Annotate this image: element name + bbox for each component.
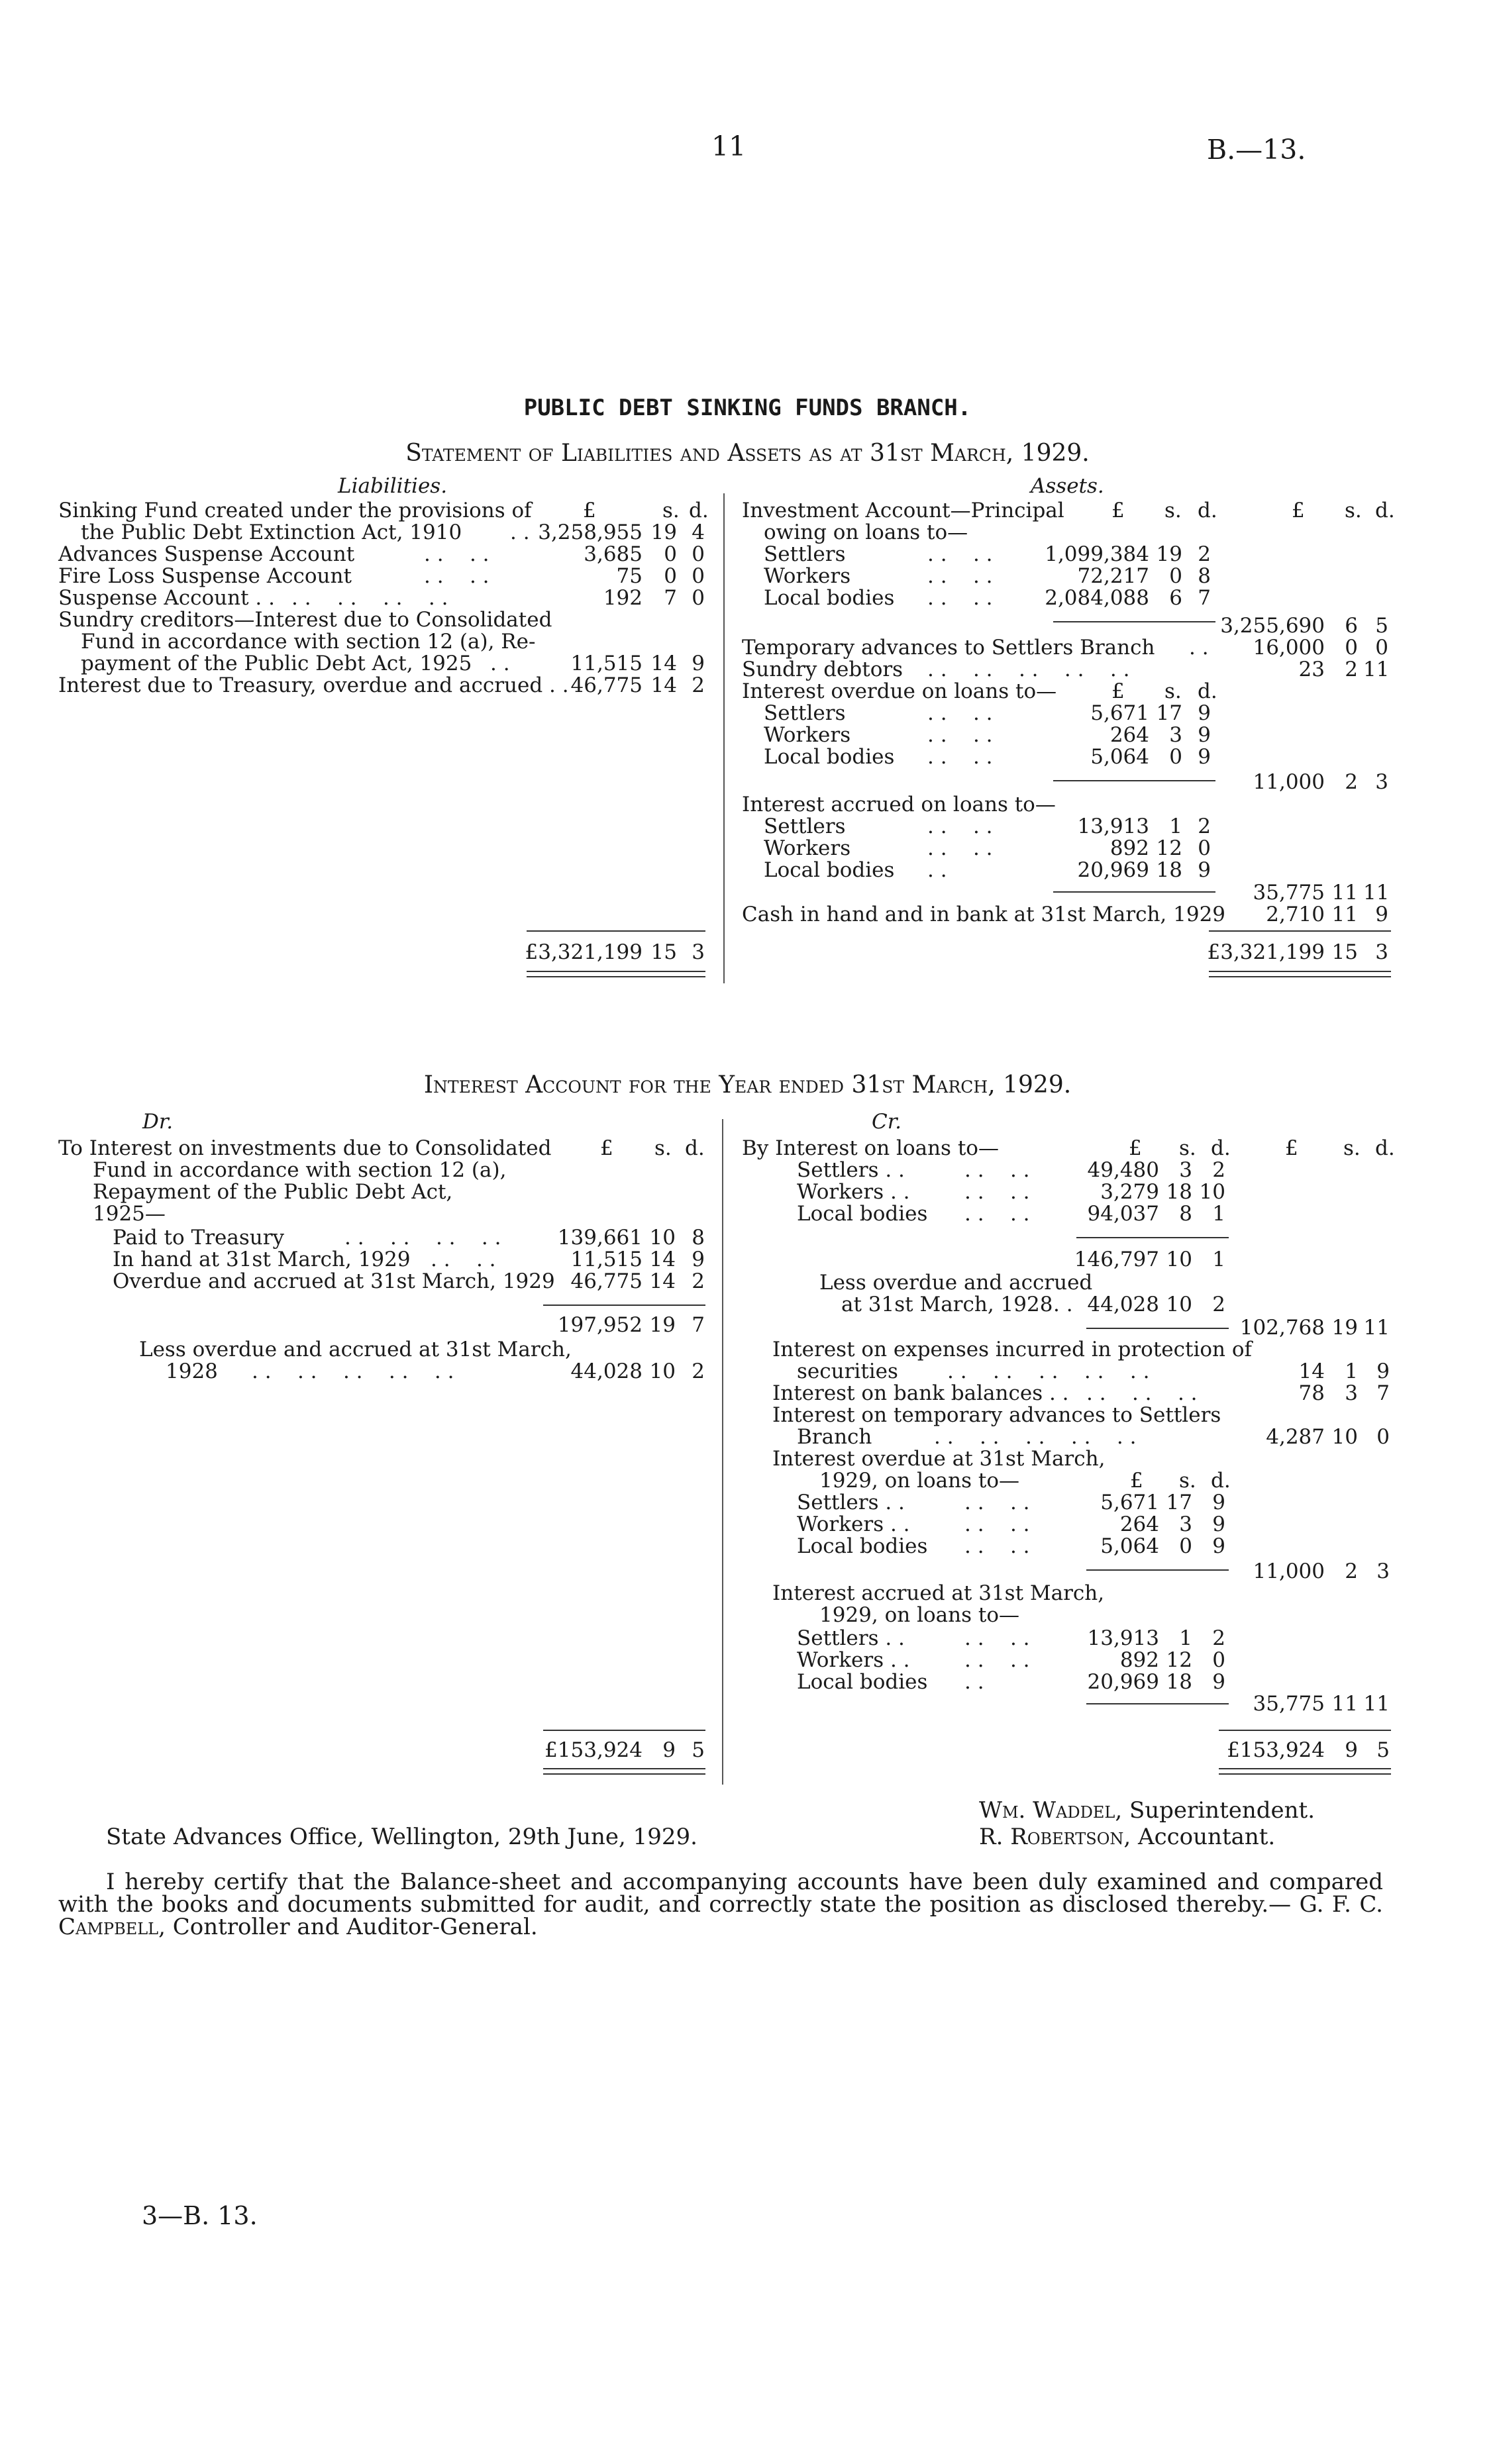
debit-to-interest: To Interest on investments due to Consolidated [58,1136,552,1160]
credit-accrued-total: 35,775 [1253,1692,1325,1716]
credit-interest-bank: Interest on bank balances . . [772,1381,1069,1405]
credit-total: £153,924 [1227,1738,1325,1762]
liability-fire-loss: Fire Loss Suspense Account [58,564,352,588]
signatory-accountant: R. Robertson, Accountant. [979,1824,1276,1850]
page-number: 11 [711,130,747,162]
debit-label: Dr. [142,1110,174,1134]
asset-inv-settlers: Settlers [764,542,846,566]
liability-suspense: Suspense Account . . [58,586,275,610]
credit-interest-overdue: Interest overdue at 31st March, [772,1447,1106,1471]
asset-overdue-total: 11,000 [1253,770,1325,794]
asset-interest-overdue: Interest overdue on loans to— [742,679,1057,703]
statement-heading: Statement of Liabilities and Assets as at 31st March, 1929. [405,440,1090,467]
credit-label: Cr. [872,1110,902,1134]
asset-investment-total: 3,255,690 [1220,614,1325,638]
asset-cash: Cash in hand and in bank at 31st March, 1929 [742,903,1226,926]
page-title: PUBLIC DEBT SINKING FUNDS BRANCH. [523,395,972,421]
debit-total: £153,924 [544,1738,643,1762]
credit-subtotal: 146,797 [1074,1248,1159,1271]
liability-sundry-creditors: Sundry creditors—Interest due to Consolidated [58,608,552,632]
credit-less-overdue: Less overdue and accrued [819,1271,1093,1295]
asset-interest-accrued: Interest accrued on loans to— [742,793,1056,816]
asset-inv-workers: Workers [764,564,851,588]
credit-interest-temporary: Interest on temporary advances to Settlers [772,1403,1221,1427]
debit-subtotal: 197,952 [557,1313,643,1337]
liability-advances-suspense: Advances Suspense Account [58,542,355,566]
liability-sinking-fund-cont: the Public Debt Extinction Act, 1910 [81,520,462,544]
interest-account-heading: Interest Account for the Year ended 31st March, 1929. [423,1071,1072,1099]
credit-by-interest: By Interest on loans to— [742,1136,999,1160]
debit-paid-treasury: Paid to Treasury [113,1226,285,1250]
liability-sinking-fund: Sinking Fund created under the provisions of [58,499,532,522]
asset-sundry-debtors: Sundry debtors [742,658,903,681]
assets-total: £3,321,199 [1207,940,1325,964]
asset-investment-account: Investment Account—Principal [742,499,1064,522]
liabilities-label: Liabilities. [338,474,448,498]
credit-interest-accrued: Interest accrued at 31st March, [772,1581,1105,1605]
credit-interest-expenses: Interest on expenses incurred in protection of [772,1338,1252,1361]
office-dateline: State Advances Office, Wellington, 29th June, 1929. [106,1824,697,1850]
debit-overdue-accrued: Overdue and accrued at 31st March, 1929 [113,1269,555,1293]
assets-label: Assets. [1031,474,1104,498]
liabilities-total: £3,321,199 [525,940,643,964]
interest-column-divider [722,1119,723,1785]
signatory-superintendent: Wm. Waddel, Superintendent. [979,1797,1315,1824]
asset-temporary-advances: Temporary advances to Settlers Branch [742,636,1155,660]
audit-certificate: I hereby certify that the Balance-sheet and accompanying accounts have been duly examined and compared with the books and documents submitted for audit, and correctly state the position as disclosed thereby.— G. F. C. Campbell, Controller and Auditor-General. [58,1869,1383,1940]
currency-pounds: £ [583,499,596,522]
debit-less-overdue: Less overdue and accrued at 31st March, [139,1338,572,1361]
credit-overdue-total: 11,000 [1253,1559,1325,1583]
credit-net-interest: 102,768 [1239,1316,1325,1340]
currency-shillings: s. [662,499,680,522]
debit-in-hand: In hand at 31st March, 1929 [113,1248,411,1271]
liability-interest-treasury: Interest due to Treasury, overdue and accrued . . [58,673,569,697]
page-footer: 3—B. 13. [142,2201,258,2230]
currency-pence: d. [689,499,709,522]
asset-inv-local-bodies: Local bodies [764,586,895,610]
asset-accrued-total: 35,775 [1253,881,1325,905]
document-reference: B.—13. [1207,134,1306,166]
column-divider [723,493,725,983]
